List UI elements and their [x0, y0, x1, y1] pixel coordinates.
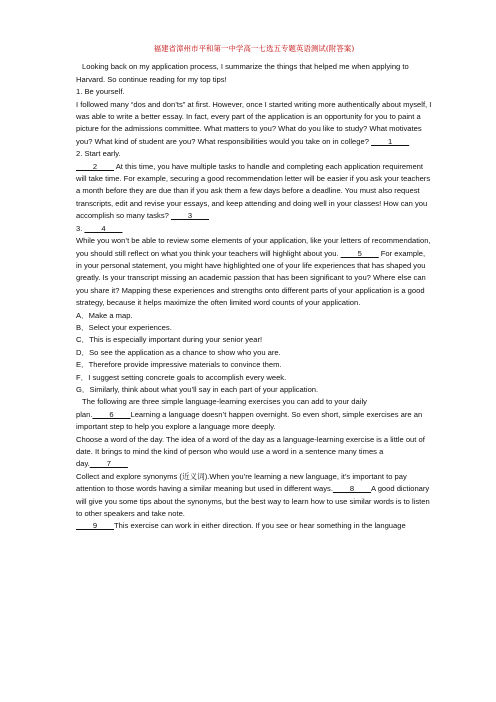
intro-text: Looking back on my application process, I summarize the things that helped me when applying to Harvard. So continue reading for my top tips!	[76, 62, 409, 84]
tip-3-text-a: While you won’t be able to review some elements of your application, like your letters of recommendation, you should still reflect on what you think your teachers will highlight about you.	[76, 236, 431, 258]
synonyms-chinese: 近义词	[181, 471, 205, 481]
last-paragraph-text: This exercise can work in either direction. If you see or hear something in the language	[114, 521, 406, 531]
blank-5: ____5____	[340, 248, 379, 258]
option-g: G．Similarly, think about what you’ll say in each part of your application.	[76, 384, 319, 394]
synonyms-text-c: A good dictionary will give you some tips about the synonyms, but the best way to learn how to use similar words is to listen to other speakers and take note.	[76, 484, 430, 519]
option-d: D．So see the application as a chance to show who you are.	[76, 347, 281, 357]
blank-2: ____2____	[76, 161, 115, 171]
word-of-day-paragraph	[76, 434, 432, 471]
option-c: C．This is especially important during your senior year!	[76, 335, 263, 345]
options-list	[76, 310, 432, 397]
option-a: A．Make a map.	[76, 310, 133, 320]
synonyms-paragraph	[76, 471, 432, 521]
document-title: 福建省漳州市平和第一中学高一七选五专题英语测试(附答案)	[153, 44, 355, 53]
blank-6: ____6____	[92, 409, 131, 419]
tip-heading-2: 2. Start early.	[76, 149, 121, 159]
blank-3: ____3____	[170, 211, 209, 221]
option-b: B．Select your experiences.	[76, 322, 172, 332]
blank-9: ____9____	[76, 521, 115, 531]
word-of-day-text: Choose a word of the day. The idea of a word of the day as a language-learning exercise is a little out of date. It brings to mind the kind of person who would use a word in a sentence many times a day.	[76, 434, 425, 469]
tip-heading-3-prefix: 3.	[76, 223, 85, 233]
tip-1-paragraph	[76, 99, 432, 149]
tip-heading-3	[76, 223, 432, 235]
synonyms-text-b: ).When you’re learning a new language, it’s important to pay attention to those words having a similar meaning but used in different ways.	[76, 471, 407, 494]
passage-2-intro-text: The following are three simple language-learning exercises you can add to your daily plan.	[76, 397, 367, 419]
tip-3-paragraph	[76, 235, 432, 309]
intro-paragraph	[76, 61, 432, 86]
tip-3-text-b: For example, in your personal statement, you might have highlighted one of your life experiences that has shaped you greatly. Is your transcript missing an academic passion that has been significant to you? Where else can you share it? Mapping these experiences and strengths onto different parts of your application is a good strategy, because it helps maximize the often limited word counts of your application.	[76, 248, 426, 308]
last-paragraph	[76, 520, 432, 532]
tip-2-text: At this time, you have multiple tasks to handle and completing each application requirement will take time. For example, securing a good recommendation letter will be easier if you ask your teachers a month before they are due than if you ask them a few days before a deadline. You must also request transcripts, edit and revise your essays, and keep attending and doing well in your classes! How can you accomplish so many tasks?	[76, 161, 431, 221]
passage-2-intro	[76, 396, 432, 433]
option-f: F．I suggest setting concrete goals to accomplish every week.	[76, 372, 287, 382]
tip-2-paragraph	[76, 161, 432, 223]
tip-heading-1: 1. Be yourself.	[76, 87, 125, 97]
blank-8: ____8____	[332, 484, 371, 494]
tip-1-text: I followed many “dos and don’ts” at first. However, once I started writing more authentically about myself, I was able to write a better essay. In fact, every part of the application is an opportunity for you to paint a picture for the admissions committee. What matters to you? What do you like to study? What motivates you? What kind of student are you? What responsibilities would you take on in college?	[76, 99, 432, 146]
synonyms-text-a: Collect and explore synonyms (	[76, 471, 182, 481]
blank-4: ____4____	[84, 223, 123, 233]
blank-1: ____1____	[371, 136, 410, 146]
option-e: E．Therefore provide impressive materials to convince them.	[76, 360, 282, 370]
passage-2-intro-text-b: Learning a language doesn’t happen overnight. So even short, simple exercises are an important step to help you explore a language more deeply.	[76, 409, 423, 432]
blank-7: ____7____	[89, 459, 128, 469]
